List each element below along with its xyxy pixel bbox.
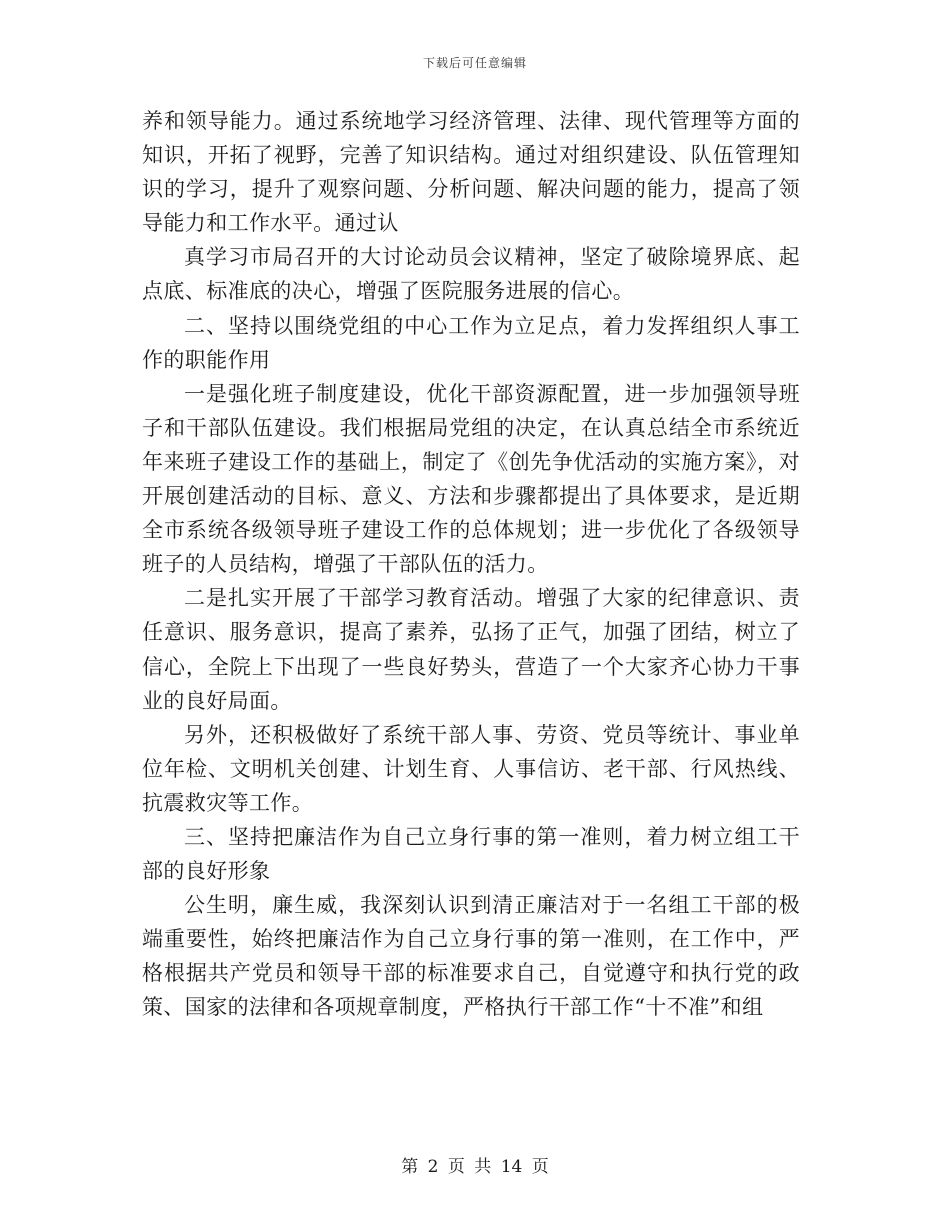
paragraph: 二是扎实开展了干部学习教育活动。增强了大家的纪律意识、责任意识、服务意识，提高了素养，弘扬了正气，加强了团结，树立了信心，全院上下出现了一些良好势头，营造了一个大家齐心协力干事业的良好局面。 bbox=[142, 586, 800, 713]
paragraph: 真学习市局召开的大讨论动员会议精神，坚定了破除境界底、起点底、标准底的决心，增强了医院服务进展的信心。 bbox=[142, 245, 800, 304]
paragraph-continuation: 养和领导能力。通过系统地学习经济管理、法律、现代管理等方面的知识，开拓了视野，完善了知识结构。通过对组织建设、队伍管理知识的学习，提升了观察问题、分析问题、解决问题的能力，提高了领导能力和工作水平。通过认 bbox=[142, 109, 800, 236]
section-heading-2: 二、坚持以围绕党组的中心工作为立足点，着力发挥组织人事工作的职能作用 bbox=[142, 313, 800, 372]
document-body bbox=[142, 104, 800, 1025]
paragraph: 另外，还积极做好了系统干部人事、劳资、党员等统计、事业单位年检、文明机关创建、计划生育、人事信访、老干部、行风热线、抗震救灾等工作。 bbox=[142, 722, 800, 815]
page-header: 下载后可任意编辑 bbox=[422, 56, 527, 70]
section-heading-3: 三、坚持把廉洁作为自己立身行事的第一准则，着力树立组工干部的良好形象 bbox=[142, 824, 800, 884]
page-number-footer: 第 2 页 共 14 页 bbox=[401, 1157, 549, 1177]
paragraph: 公生明，廉生威，我深刻认识到清正廉洁对于一名组工干部的极端重要性，始终把廉洁作为自己立身行事的第一准则，在工作中，严格根据共产党员和领导干部的标准要求自己，自觉遵守和执行党的政策、国家的法律和各项规章制度，严格执行干部工作“十不准”和组 bbox=[142, 893, 800, 1020]
paragraph: 一是强化班子制度建设，优化干部资源配置，进一步加强领导班子和干部队伍建设。我们根据局党组的决定，在认真总结全市系统近年来班子建设工作的基础上，制定了《创先争优活动的实施方案》，对开展创建活动的目标、意义、方法和步骤都提出了具体要求，是近期全市系统各级领导班子建设工作的总体规划；进一步优化了各级领导班子的人员结构，增强了干部队伍的活力。 bbox=[142, 381, 800, 577]
